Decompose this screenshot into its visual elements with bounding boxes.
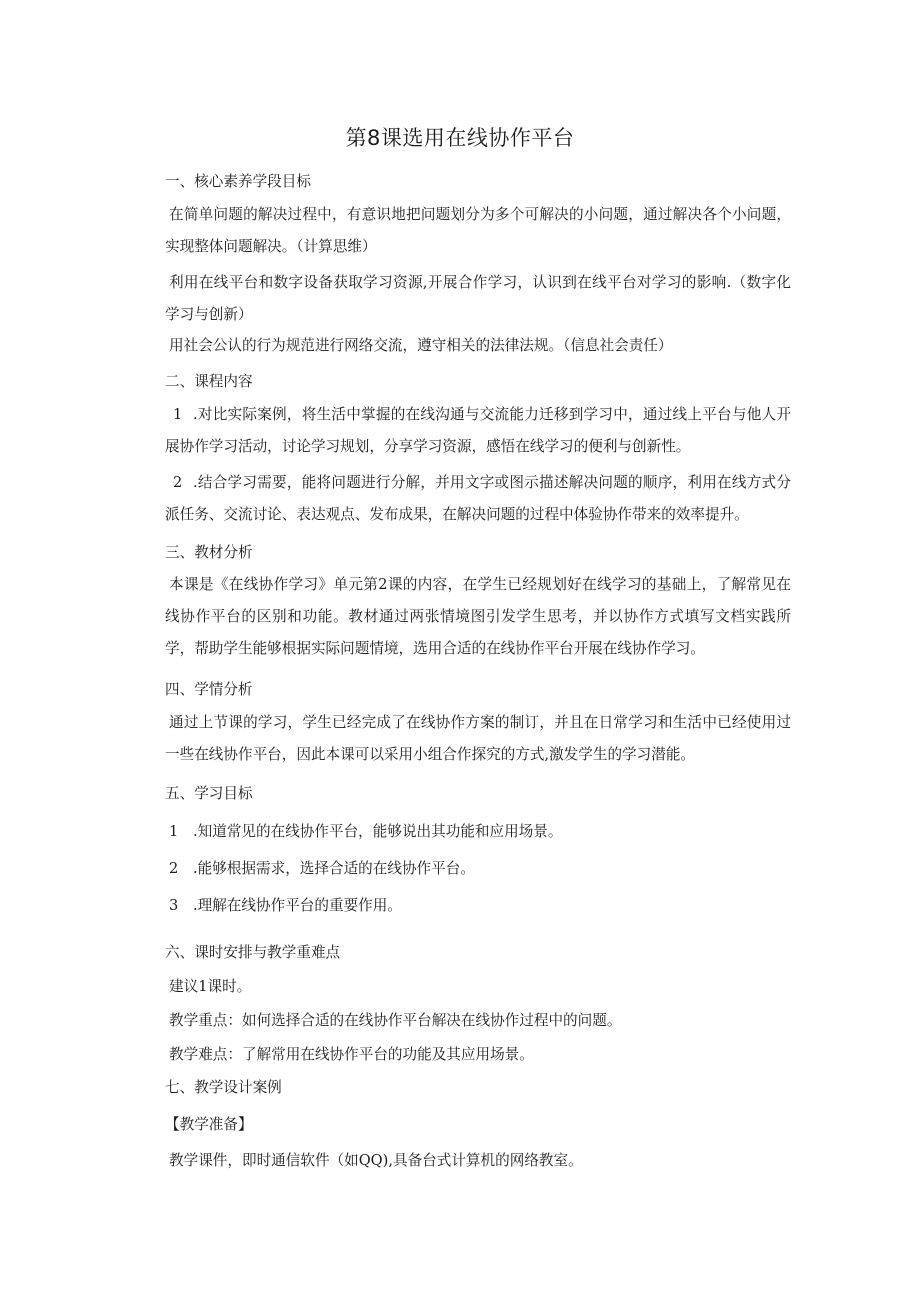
subheading-teaching-preparation: 【教学准备】 <box>165 1116 253 1133</box>
list-number: 1 <box>169 823 179 840</box>
list-number: 2 <box>169 860 179 877</box>
section-heading-course-content: 二、课程内容 <box>165 373 253 390</box>
section-heading-schedule: 六、课时安排与教学重难点 <box>165 944 341 961</box>
list-text: .理解在线协作平台的重要作用。 <box>193 897 402 914</box>
paragraph-difficult-points: 教学难点：了解常用在线协作平台的功能及其应用场景。 <box>169 1046 534 1063</box>
paragraph-digital-learning: 利用在线平台和数字设备获取学习资源,开展合作学习，认识到在线平台对学习的影响.（数字化学习与创新） <box>165 274 791 323</box>
paragraph-class-hours: 建议1课时。 <box>169 978 252 995</box>
list-text: .结合学习需要，能将问题进行分解，并用文字或图示描述解决问题的顺序，利用在线方式分派任务、交流讨论、表达观点、发布成果，在解决问题的过程中体验协作带来的效率提升。 <box>165 474 791 523</box>
section-heading-core-literacy: 一、核心素养学段目标 <box>165 173 311 190</box>
list-number: 2 <box>173 474 183 491</box>
list-item-course-content-2 <box>165 467 791 531</box>
paragraph-teaching-preparation: 教学课件，即时通信软件（如QQ),具备台式计算机的网络教室。 <box>169 1152 583 1169</box>
list-number: 1 <box>173 406 183 423</box>
list-item-learning-goal-1 <box>169 822 563 842</box>
list-text: .知道常见的在线协作平台，能够说出其功能和应用场景。 <box>193 823 563 840</box>
list-item-course-content-1 <box>165 399 791 463</box>
paragraph-textbook-analysis: 本课是《在线协作学习》单元第2课的内容，在学生已经规划好在线学习的基础上，了解常见在线协作平台的区别和功能。教材通过两张情境图引发学生思考，并以协作方式填写文档实践所学，帮助学生能够根据实际问题情境，选用合适的在线协作平台开展在线协作学习。 <box>165 576 791 657</box>
section-heading-student-analysis: 四、学情分析 <box>165 681 253 698</box>
section-heading-learning-goals: 五、学习目标 <box>165 785 253 802</box>
paragraph-social-responsibility: 用社会公认的行为规范进行网络交流，遵守相关的法律法规。（信息社会责任） <box>169 337 673 354</box>
section-heading-textbook-analysis: 三、教材分析 <box>165 544 253 561</box>
page-title: 第8课选用在线协作平台 <box>345 126 575 150</box>
list-number: 3 <box>169 897 179 914</box>
list-item-learning-goal-3 <box>169 896 402 916</box>
paragraph-key-points: 教学重点：如何选择合适的在线协作平台解决在线协作过程中的问题。 <box>169 1012 622 1029</box>
list-item-learning-goal-2 <box>169 859 475 879</box>
paragraph-student-analysis: 通过上节课的学习，学生已经完成了在线协作方案的制订，并且在日常学习和生活中已经使用过一些在线协作平台，因此本课可以采用小组合作探究的方式,激发学生的学习潜能。 <box>165 714 791 763</box>
paragraph-computational-thinking: 在简单问题的解决过程中，有意识地把问题划分为多个可解决的小问题，通过解决各个小问题，实现整体问题解决。（计算思维） <box>165 206 791 255</box>
section-heading-design-case: 七、教学设计案例 <box>165 1079 282 1096</box>
list-text: .能够根据需求，选择合适的在线协作平台。 <box>193 860 475 877</box>
list-text: .对比实际案例，将生活中掌握的在线沟通与交流能力迁移到学习中，通过线上平台与他人开展协作学习活动，讨论学习规划，分享学习资源，感悟在线学习的便利与创新性。 <box>165 406 791 455</box>
